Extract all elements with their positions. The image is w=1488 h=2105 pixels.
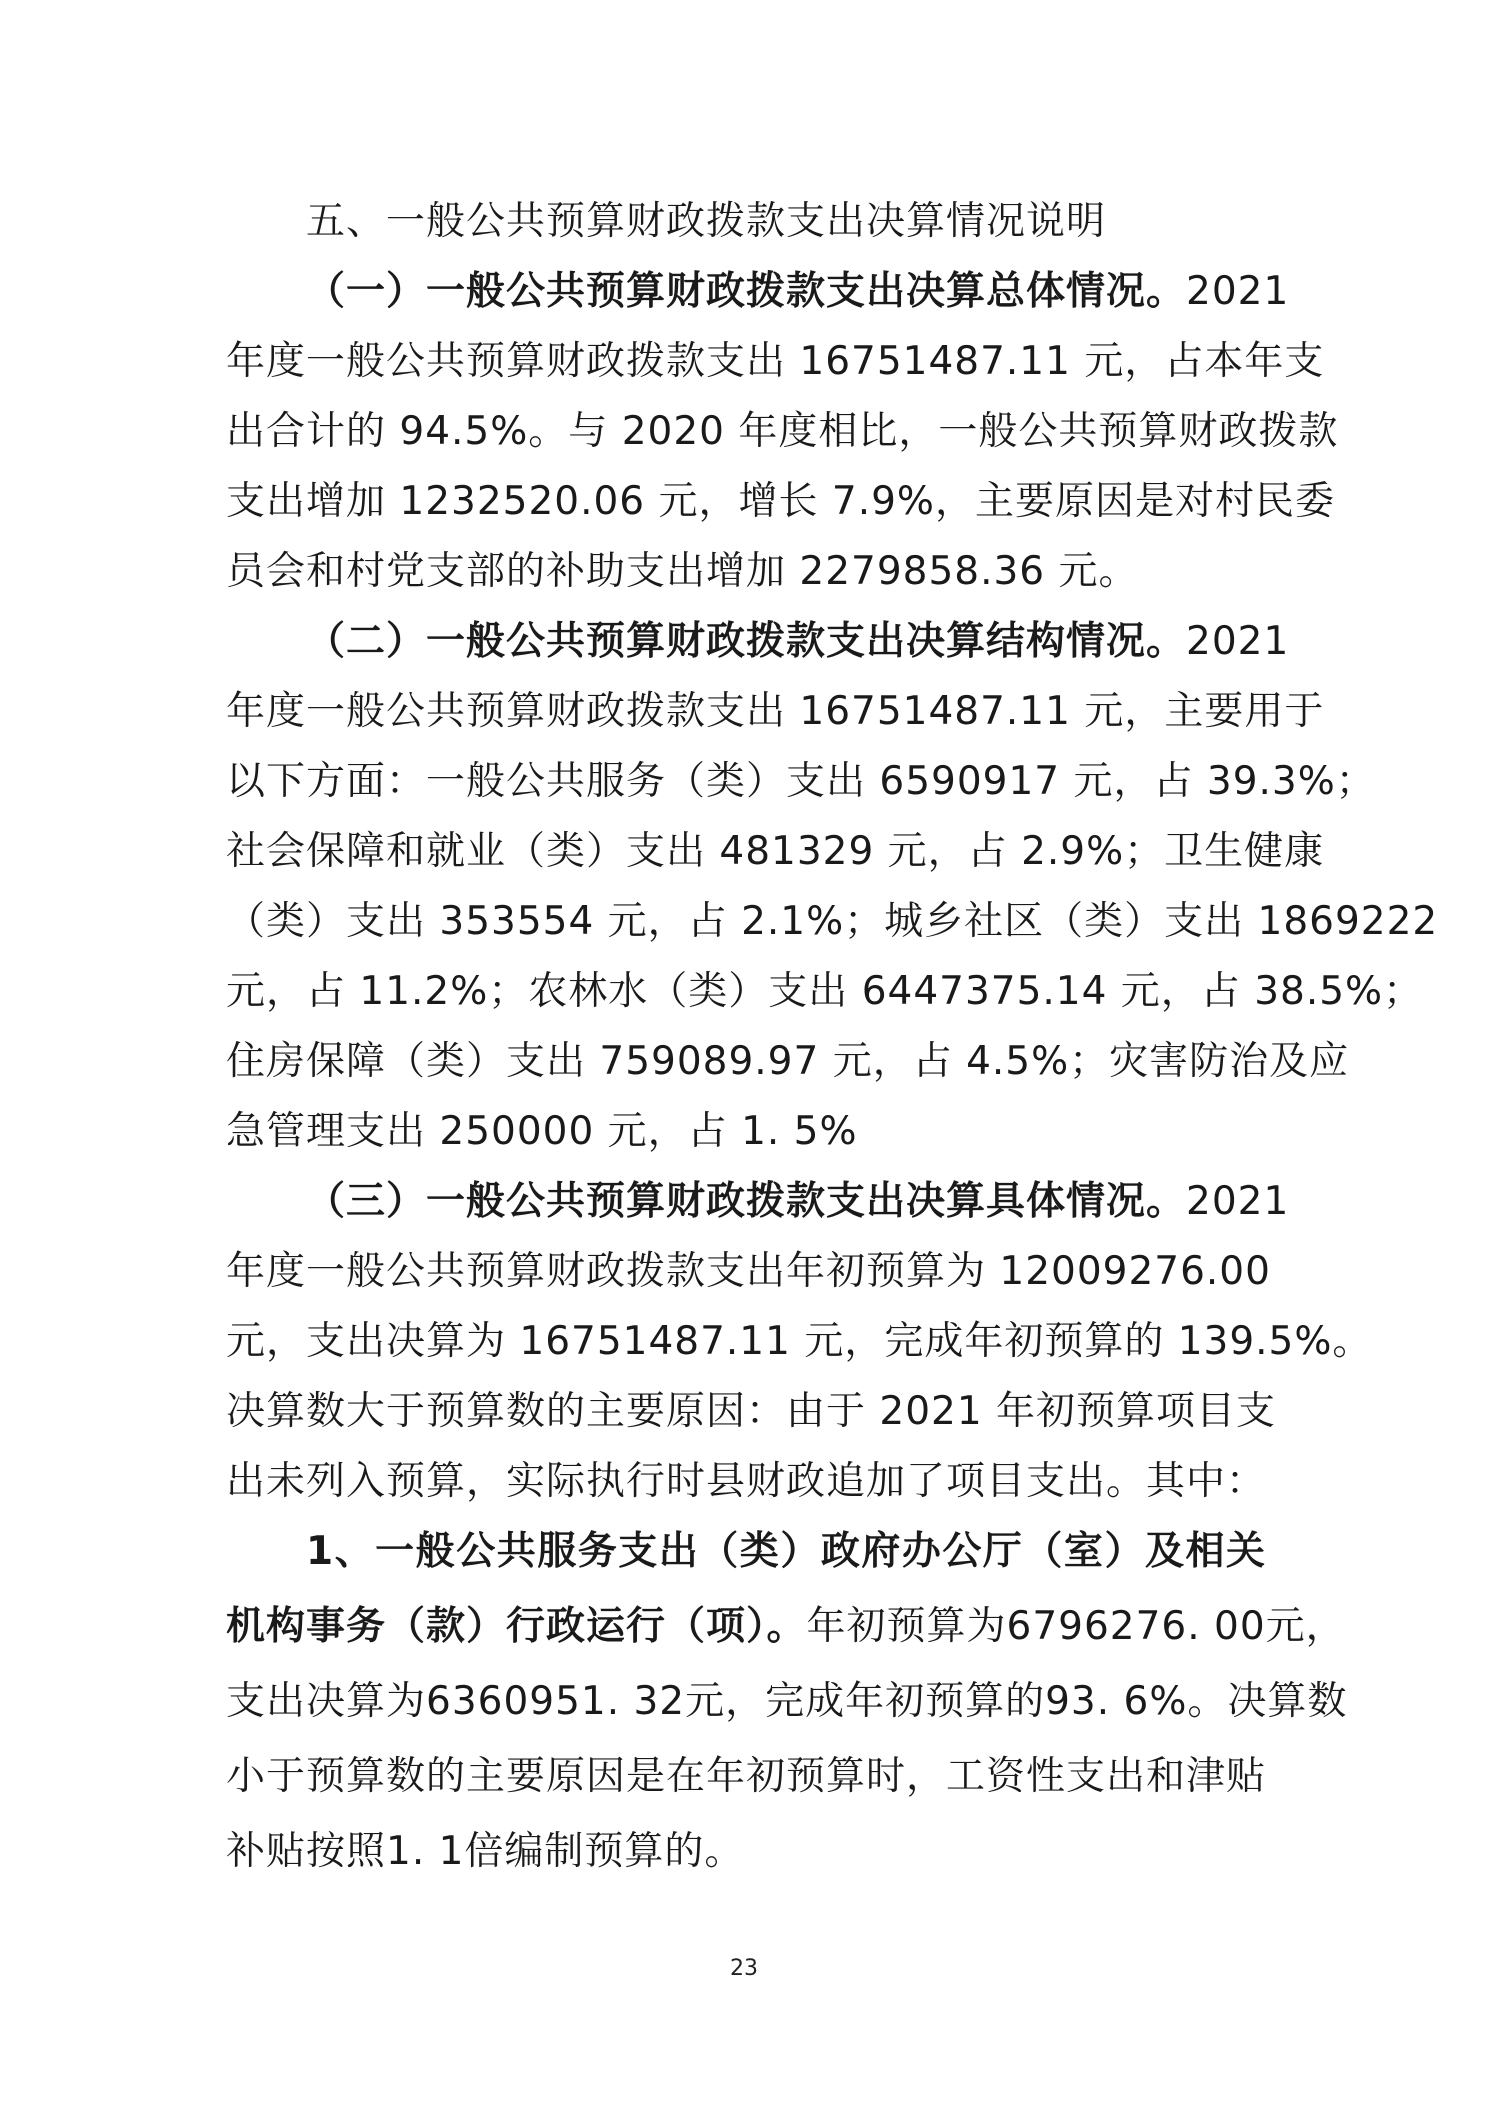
- para1-heading: （一）一般公共预算财政拨款支出决算总体情况。: [306, 269, 1187, 314]
- para2-heading: （二）一般公共预算财政拨款支出决算结构情况。: [306, 619, 1187, 664]
- para2-line: 元，占 11.2%；农林水（类）支出 6447375.14 元，占 38.5%；: [226, 969, 1424, 1014]
- item1-line: 小于预算数的主要原因是在年初预算时，工资性支出和津贴: [226, 1754, 1267, 1799]
- item1-heading-line2: 机构事务（款）行政运行（项）。: [226, 1604, 807, 1649]
- item1-heading-line1: 1、一般公共服务支出（类）政府办公厅（室）及相关: [306, 1529, 1266, 1574]
- page-number: 23: [730, 1956, 758, 1981]
- para2-line: 年度一般公共预算财政拨款支出 16751487.11 元，主要用于: [226, 689, 1325, 734]
- para3-year: 2021: [1186, 1179, 1290, 1224]
- item1-line2-rest: 年初预算为6796276. 00元，: [806, 1604, 1346, 1649]
- para3-line: 出未列入预算，实际执行时县财政追加了项目支出。其中：: [226, 1459, 1267, 1504]
- para3-heading: （三）一般公共预算财政拨款支出决算具体情况。: [306, 1179, 1187, 1224]
- para2-line: （类）支出 353554 元，占 2.1%；城乡社区（类）支出 1869222: [226, 899, 1439, 944]
- para2-line: 社会保障和就业（类）支出 481329 元，占 2.9%；卫生健康: [226, 829, 1325, 874]
- item1-line2: [226, 1602, 1346, 1652]
- para1-first-line: [306, 267, 1290, 317]
- item1-line: 补贴按照1. 1倍编制预算的。: [226, 1829, 745, 1874]
- section-title: 五、一般公共预算财政拨款支出决算情况说明: [306, 199, 1107, 244]
- para2-line: 住房保障（类）支出 759089.97 元，占 4.5%；灾害防治及应: [226, 1039, 1350, 1084]
- para2-year: 2021: [1186, 619, 1290, 664]
- para1-line: 支出增加 1232520.06 元，增长 7.9%，主要原因是对村民委: [226, 479, 1335, 524]
- para1-year: 2021: [1186, 269, 1290, 314]
- para1-line: 出合计的 94.5%。与 2020 年度相比，一般公共预算财政拨款: [226, 409, 1339, 454]
- para2-first-line: [306, 617, 1290, 667]
- para3-line: 元，支出决算为 16751487.11 元，完成年初预算的 139.5%。: [226, 1319, 1373, 1364]
- para3-line: 决算数大于预算数的主要原因：由于 2021 年初预算项目支: [226, 1389, 1277, 1434]
- item1-line: 支出决算为6360951. 32元，完成年初预算的93. 6%。决算数: [226, 1679, 1348, 1724]
- para2-line: 以下方面：一般公共服务（类）支出 6590917 元，占 39.3%；: [226, 759, 1376, 804]
- para2-line: 急管理支出 250000 元，占 1. 5%: [226, 1109, 858, 1154]
- para3-first-line: [306, 1177, 1290, 1227]
- para1-line: 年度一般公共预算财政拨款支出 16751487.11 元，占本年支: [226, 339, 1325, 384]
- para1-line: 员会和村党支部的补助支出增加 2279858.36 元。: [226, 549, 1139, 594]
- para3-line: 年度一般公共预算财政拨款支出年初预算为 12009276.00: [226, 1249, 1271, 1294]
